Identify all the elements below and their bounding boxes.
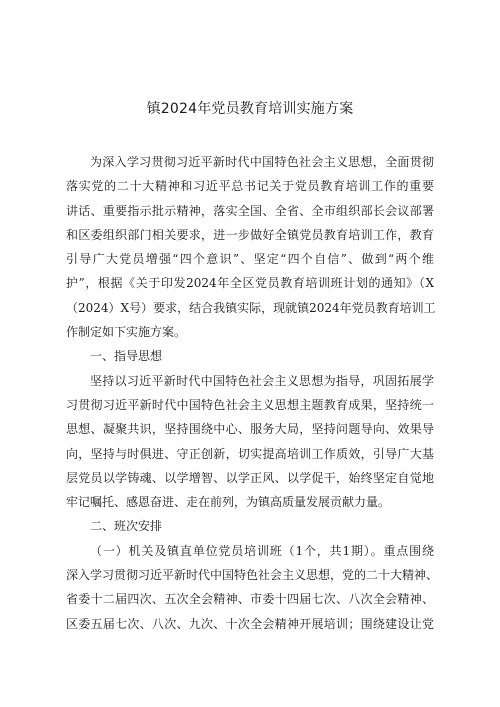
paragraph-line: （一）机关及镇直单位党员培训班（1个，共1期）。重点围绕 bbox=[90, 543, 434, 558]
paragraph-line: 思想、凝聚共识，坚持围绕中心、服务大局，坚持问题导向、效果导 bbox=[66, 422, 434, 437]
paragraph-line: 习贯彻习近平新时代中国特色社会主义思想主题教育成果，坚持统一 bbox=[66, 397, 434, 412]
paragraph-line: 深入学习贯彻习近平新时代中国特色社会主义思想，党的二十大精神、 bbox=[66, 568, 439, 583]
paragraph-line: 为深入学习贯彻习近平新时代中国特色社会主义思想，全面贯彻 bbox=[90, 155, 434, 169]
paragraph-line: 讲话、重要指示批示精神，落实全国、全省、全市组织部长会议部署 bbox=[66, 203, 434, 218]
paragraph-line: 省委十二届四次、五次全会精神、市委十四届七次、八次全会精神、 bbox=[66, 592, 434, 607]
paragraph-line: 引导广大党员增强“四个意识”、坚定“四个自信”、做到“两个维 bbox=[66, 252, 434, 267]
paragraph-line: 落实党的二十大精神和习近平总书记关于党员教育培训工作的重要 bbox=[66, 179, 434, 194]
paragraph-line: 区委五届七次、八次、九次、十次全会精神开展培训；围绕建设让党 bbox=[66, 616, 434, 631]
paragraph-line: 护”，根据《关于印发2024年全区党员教育培训班计划的通知》（X bbox=[66, 276, 434, 291]
document-title: 镇2024年党员教育培训实施方案 bbox=[146, 101, 354, 117]
paragraph-line: 层党员以学铸魂、以学增智、以学正风、以学促干，始终坚定自觉地 bbox=[66, 470, 434, 485]
document-body bbox=[66, 150, 439, 636]
section-heading: 一、指导思想 bbox=[90, 349, 163, 364]
paragraph-line: 坚持以习近平新时代中国特色社会主义思想为指导，巩固拓展学 bbox=[90, 373, 434, 388]
paragraph-line: 牢记嘱托、感恩奋进、走在前列，为镇高质量发展贡献力量。 bbox=[66, 495, 391, 510]
paragraph-line: 向，坚持与时俱进、守正创新，切实提高培训工作质效，引导广大基 bbox=[66, 446, 434, 461]
paragraph-line: （2024）X号）要求，结合我镇实际，现就镇2024年党员教育培训工 bbox=[66, 300, 436, 315]
paragraph-line: 和区委组织部门相关要求，进一步做好全镇党员教育培训工作，教育 bbox=[66, 227, 434, 242]
paragraph-line: 作制定如下实施方案。 bbox=[66, 325, 187, 340]
section-heading: 二、班次安排 bbox=[90, 519, 163, 534]
